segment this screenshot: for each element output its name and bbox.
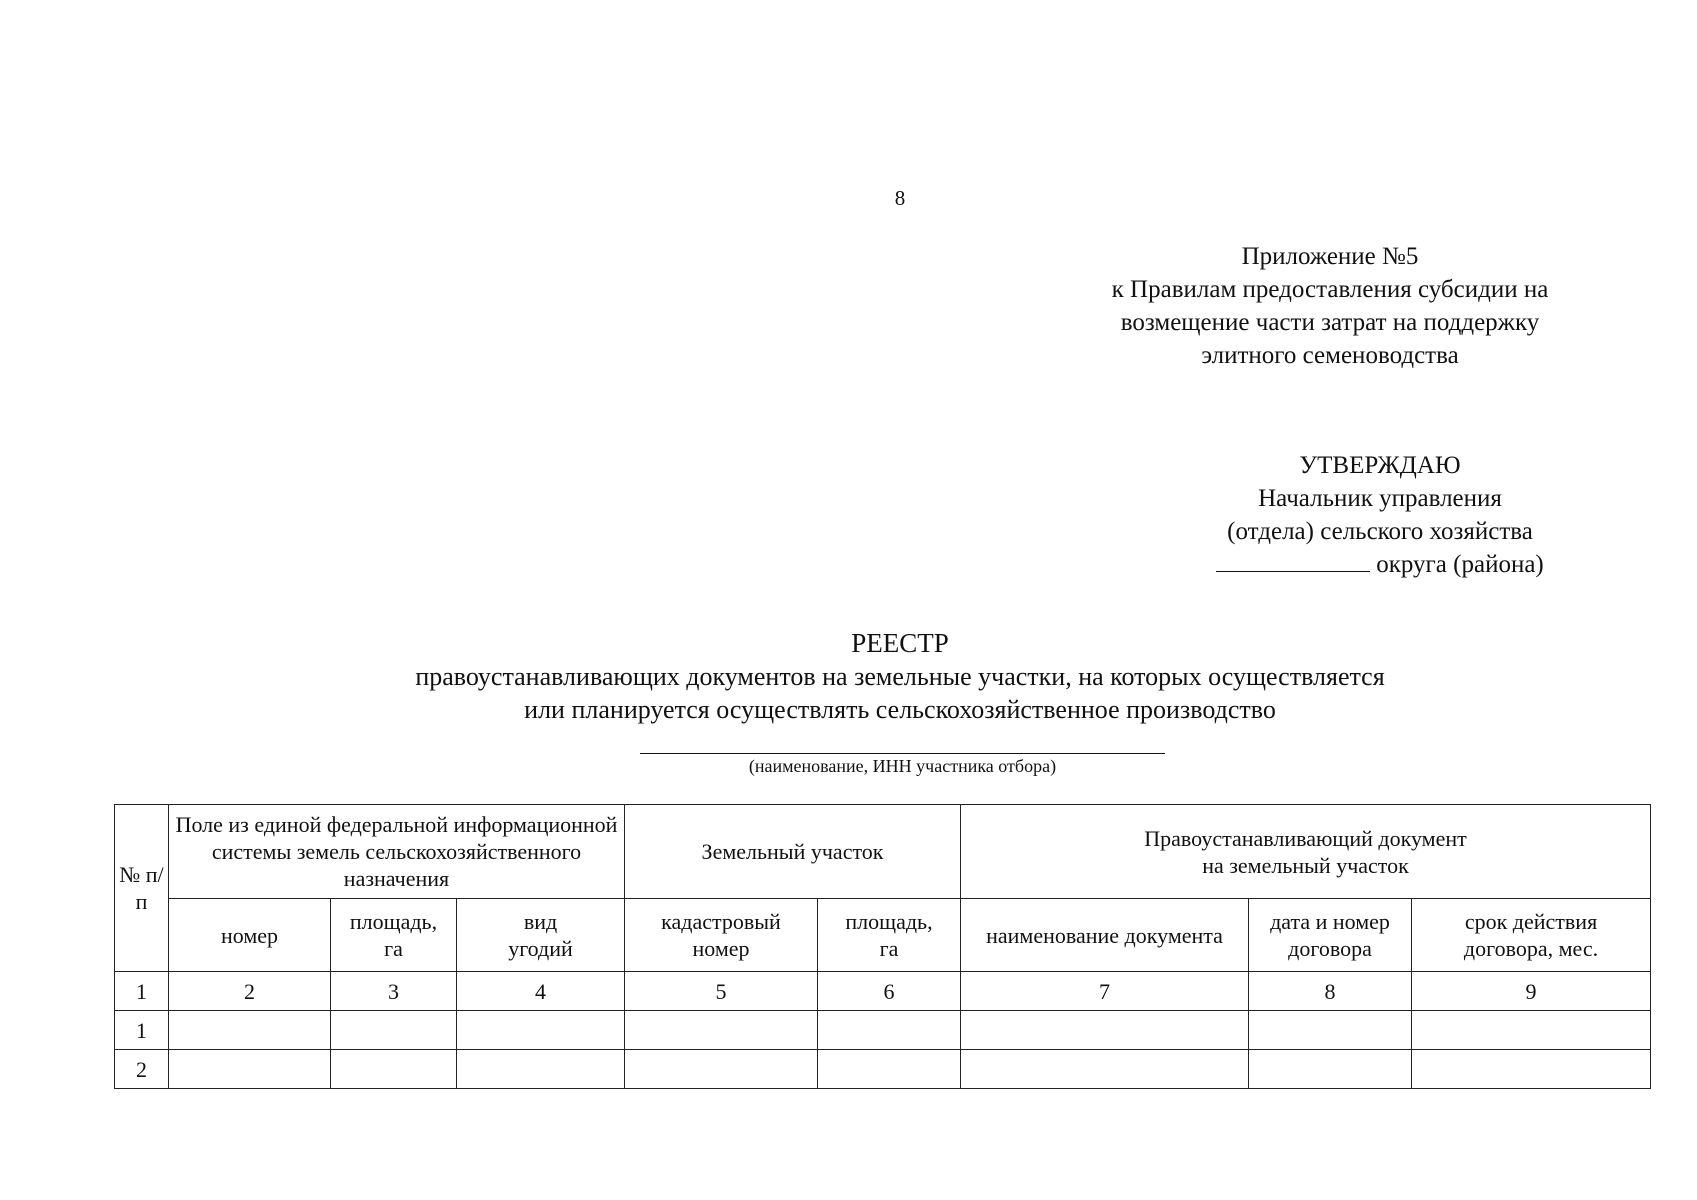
approval-line-district [1180,548,1580,581]
table-cell[interactable] [457,1011,625,1050]
table-cell[interactable] [331,1050,457,1089]
header-line: кадастровый [661,909,781,934]
header-line: договора [1288,936,1372,961]
table-cell[interactable] [457,1050,625,1089]
header-line: договора, мес. [1463,936,1599,961]
header-group-plot: Земельный участок [625,805,961,899]
table-subheader-row [115,899,1651,972]
header-line: га [879,936,899,961]
table-cell[interactable] [331,1011,457,1050]
header-cadastral-number [625,899,818,972]
column-number: 8 [1249,972,1412,1011]
registry-subtitle: правоустанавливающих документов на земельные участки, на которых осуществляется [415,662,1385,691]
header-group-document-line: на земельный участок [1202,852,1409,878]
table-cell[interactable] [1412,1050,1651,1089]
row-index: 1 [115,1011,169,1050]
header-contract-term [1412,899,1651,972]
approval-line: Начальник управления [1258,485,1502,512]
header-line: номер [692,936,750,961]
header-line: площадь, [349,909,438,934]
approval-title: УТВЕРЖДАЮ [1299,452,1461,479]
header-line: га [384,936,403,961]
header-line: дата и номер [1270,909,1390,934]
table-row [115,1050,1651,1089]
header-group-document-line: Правоустанавливающий документ [1144,825,1467,851]
approval-line: (отдела) сельского хозяйства [1227,518,1533,545]
column-number: 9 [1412,972,1651,1011]
header-index: № п/п [115,805,169,972]
header-line: угодий [508,936,573,961]
column-number: 7 [961,972,1249,1011]
column-number: 2 [169,972,331,1011]
table-cell[interactable] [818,1011,961,1050]
column-number: 5 [625,972,818,1011]
header-land-type [457,899,625,972]
registry-title: РЕЕСТР [851,628,949,658]
column-number: 4 [457,972,625,1011]
table-cell[interactable] [1249,1050,1412,1089]
header-line: вид [523,909,558,934]
registry-table [114,804,1651,1089]
table-cell[interactable] [1249,1011,1412,1050]
table-row [115,1011,1651,1050]
header-field-number: номер [169,899,331,972]
header-line: срок действия [1464,909,1598,934]
column-number: 3 [331,972,457,1011]
column-number-row [115,972,1651,1011]
page-number: 8 [894,186,906,210]
row-index: 2 [115,1050,169,1089]
table-cell[interactable] [625,1050,818,1089]
table-cell[interactable] [169,1050,331,1089]
table-cell[interactable] [961,1011,1249,1050]
header-group-field: Поле из единой федеральной информационной системы земель сельскохозяйственного назначения [169,805,625,899]
district-blank-line [1216,549,1370,572]
header-contract-date [1249,899,1412,972]
table-cell[interactable] [961,1050,1249,1089]
appendix-line: возмещение части затрат на поддержку [1120,309,1540,336]
header-field-area [331,899,457,972]
appendix-line: к Правилам предоставления субсидии на [1111,276,1549,303]
column-number: 6 [818,972,961,1011]
table-cell[interactable] [818,1050,961,1089]
appendix-title: Приложение №5 [1241,243,1419,270]
participant-blank-line [640,753,1165,754]
table-cell[interactable] [1412,1011,1651,1050]
header-group-document [961,805,1651,899]
header-line: площадь, [845,909,933,934]
table-cell[interactable] [169,1011,331,1050]
table-header-row [115,805,1651,899]
registry-subtitle: или планируется осуществлять сельскохозяйственное производство [524,695,1276,724]
table-cell[interactable] [625,1011,818,1050]
appendix-line: элитного семеноводства [1201,342,1459,369]
appendix-block [1080,240,1580,372]
approval-block [1180,449,1580,581]
column-number: 1 [115,972,169,1011]
district-label: округа (района) [1376,551,1544,578]
registry-heading [300,627,1500,726]
header-document-name: наименование документа [961,899,1249,972]
header-plot-area [818,899,961,972]
participant-caption: (наименование, ИНН участника отбора) [748,756,1057,776]
